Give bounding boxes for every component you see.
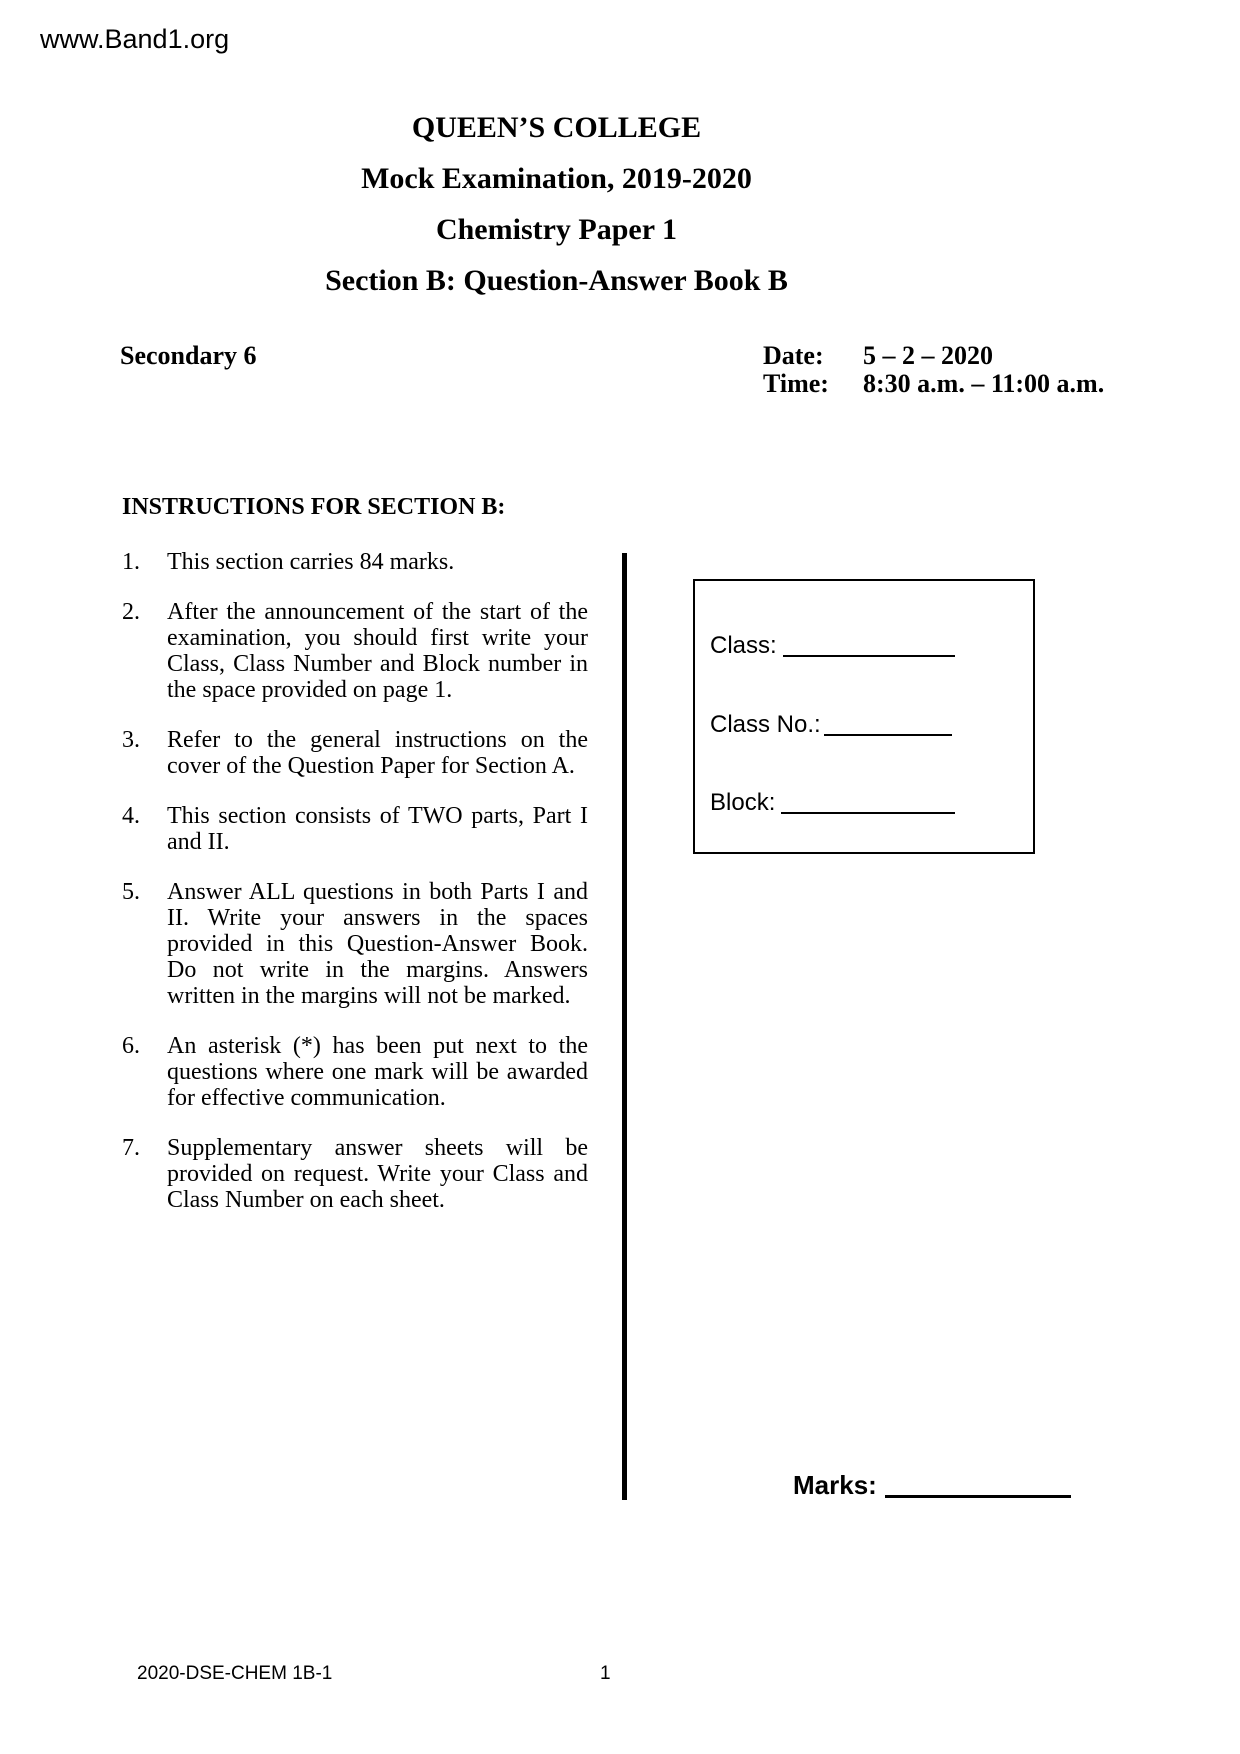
- level-label: Secondary 6: [120, 341, 257, 370]
- page-number: 1: [600, 1663, 611, 1684]
- time-value: 8:30 a.m. – 11:00 a.m.: [863, 369, 1105, 398]
- date-value: 5 – 2 – 2020: [863, 341, 993, 370]
- instruction-text: Supplementary answer sheets will be provided on request. Write your Class and Class Number on each sheet.: [167, 1135, 588, 1213]
- date-label: Date:: [763, 341, 824, 370]
- block-field-row: [710, 789, 955, 817]
- instruction-text: After the announcement of the start of the examination, you should first write your Class, Class Number and Block number in the space provided on page 1.: [167, 599, 588, 703]
- instruction-number: 6.: [122, 1033, 140, 1059]
- date-time-block: [763, 342, 1104, 398]
- section-title: Section B: Question-Answer Book B: [325, 264, 788, 297]
- instruction-item: [122, 803, 592, 855]
- section-divider-rule: [622, 553, 627, 1500]
- exam-title: Mock Examination, 2019-2020: [361, 162, 752, 195]
- instruction-item: [122, 1135, 592, 1213]
- time-label: Time:: [763, 369, 829, 398]
- marks-field-row: [793, 1470, 1071, 1501]
- class-fill-line: [783, 655, 955, 657]
- marks-fill-line: [885, 1495, 1071, 1498]
- watermark: www.Band1.org: [40, 24, 230, 54]
- instruction-text: This section consists of TWO parts, Part I and II.: [167, 803, 588, 855]
- instruction-number: 2.: [122, 599, 140, 625]
- instruction-number: 3.: [122, 727, 140, 753]
- student-info-box: [693, 579, 1035, 854]
- instructions-heading: INSTRUCTIONS FOR SECTION B:: [122, 494, 506, 520]
- instruction-text: An asterisk (*) has been put next to the questions where one mark will be awarded for effective communication.: [167, 1033, 588, 1111]
- instructions-list: [122, 549, 592, 1237]
- block-fill-line: [781, 812, 955, 814]
- instruction-item: [122, 549, 592, 575]
- class-no-label: Class No.:: [710, 711, 821, 738]
- class-field-row: [710, 632, 955, 660]
- instruction-item: [122, 879, 592, 1009]
- instruction-item: [122, 1033, 592, 1111]
- instruction-text: This section carries 84 marks.: [167, 549, 455, 575]
- school-name: QUEEN’S COLLEGE: [411, 111, 702, 144]
- block-label: Block:: [710, 789, 776, 816]
- document-code: 2020-DSE-CHEM 1B-1: [137, 1663, 333, 1684]
- class-no-fill-line: [824, 734, 952, 736]
- instruction-text: Answer ALL questions in both Parts I and II. Write your answers in the spaces provided in this Question-Answer Book. Do not write in the margins. Answers written in the margins will not be marked.: [167, 879, 588, 1009]
- marks-label: Marks:: [793, 1470, 877, 1500]
- instruction-number: 5.: [122, 879, 140, 905]
- instruction-number: 4.: [122, 803, 140, 829]
- instruction-item: [122, 727, 592, 779]
- instruction-item: [122, 599, 592, 703]
- instruction-number: 7.: [122, 1135, 140, 1161]
- instruction-text: Refer to the general instructions on the cover of the Question Paper for Section A.: [167, 727, 588, 779]
- instruction-number: 1.: [122, 549, 140, 575]
- title-block: [0, 102, 1113, 306]
- class-no-field-row: [710, 711, 952, 739]
- paper-title: Chemistry Paper 1: [435, 213, 678, 246]
- class-label: Class:: [710, 632, 777, 659]
